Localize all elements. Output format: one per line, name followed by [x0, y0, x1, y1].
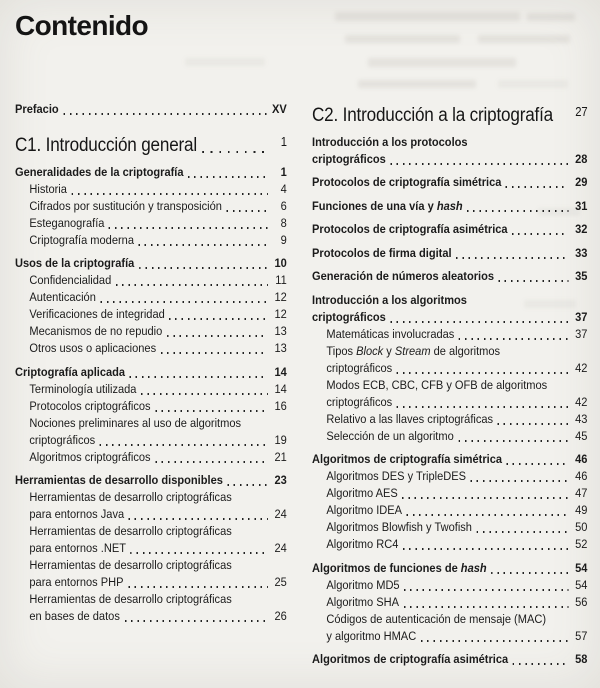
- toc-entry: [15, 574, 287, 591]
- toc-entry: [15, 164, 287, 181]
- dot-leader: [467, 210, 568, 212]
- dot-leader: [407, 514, 569, 516]
- toc-chapter: [15, 131, 287, 157]
- toc-entry: [312, 151, 587, 168]
- toc-entry-page: 54: [575, 560, 588, 575]
- toc-entry-label: Usos de la criptografía: [15, 256, 135, 270]
- toc-entry: [312, 611, 587, 628]
- toc-entry-page: 6: [280, 198, 287, 213]
- dot-leader: [498, 423, 569, 425]
- toc-lvl0: [15, 101, 287, 118]
- toc-entry-label: Criptografía moderna: [29, 232, 134, 247]
- toc-entry-page: 45: [575, 428, 588, 443]
- toc-entry: [312, 577, 587, 594]
- toc-entry-label: Funciones de una vía y hash: [312, 198, 463, 213]
- dot-leader: [390, 163, 568, 165]
- toc-entry-label: Generalidades de la criptografía: [15, 164, 184, 179]
- toc-entry-label: Tipos Block y Stream de algoritmos: [326, 343, 501, 358]
- dot-leader: [141, 393, 268, 395]
- toc-entry: [15, 340, 287, 357]
- toc-entry: [312, 198, 587, 215]
- toc-entry-label: Nociones preliminares al uso de algoritmos: [29, 415, 242, 430]
- dot-leader: [167, 335, 268, 337]
- toc-entry-label: criptográficos: [29, 432, 96, 447]
- toc-chapter: [312, 101, 587, 127]
- toc-entry-page: 4: [280, 181, 287, 196]
- toc-entry: [15, 215, 287, 232]
- toc-entry-label: para entornos Java: [29, 507, 125, 521]
- toc-entry: [312, 174, 587, 191]
- toc-entry-page: 50: [575, 520, 588, 534]
- dot-leader: [459, 338, 569, 340]
- toc-entry: [15, 232, 287, 249]
- toc-entry-page: 1: [280, 135, 287, 149]
- toc-entry-page: 56: [575, 594, 588, 609]
- toc-entry-page: 25: [274, 575, 287, 589]
- toc-entry-page: 46: [575, 469, 588, 483]
- toc-entry-page: 19: [274, 432, 287, 447]
- toc-entry-label: criptográficos: [326, 360, 393, 375]
- toc-entry-label: Algoritmos criptográficos: [29, 449, 151, 464]
- toc-entry: [312, 268, 587, 285]
- dot-leader: [507, 463, 569, 465]
- dot-leader: [397, 372, 569, 374]
- toc-column-right: [312, 101, 587, 668]
- toc-entry-page: 26: [274, 609, 287, 623]
- toc-entry-page: 10: [274, 256, 287, 270]
- toc-entry-page: 29: [575, 175, 588, 189]
- toc-entry-label: Mecanismos de no repudio: [29, 324, 163, 338]
- toc-entry-label: criptográficos: [326, 394, 393, 409]
- dot-leader: [390, 321, 568, 323]
- dot-leader: [456, 257, 568, 259]
- dot-leader: [71, 193, 267, 195]
- toc-entry-page: 27: [575, 105, 588, 119]
- toc-entry-page: 11: [275, 273, 287, 287]
- toc-entry-page: 33: [575, 245, 588, 260]
- toc-entry-page: 54: [575, 577, 588, 592]
- toc-entry-page: 49: [575, 503, 588, 517]
- toc-entry-label: Modos ECB, CBC, CFB y OFB de algoritmos: [326, 377, 548, 392]
- toc-entry: [15, 523, 287, 540]
- toc-entry: [312, 309, 587, 326]
- bleed-through-artifact: [358, 80, 476, 88]
- dot-leader: [513, 663, 569, 665]
- toc-entry-label: Algoritmo IDEA: [326, 503, 403, 517]
- page-title: Contenido: [15, 10, 149, 41]
- toc-entry-label: Confidencialidad: [29, 273, 112, 287]
- toc-entry-label: y algoritmo HMAC: [326, 628, 417, 643]
- dot-leader: [499, 280, 569, 282]
- toc-entry: [15, 540, 287, 557]
- toc-entry-page: 43: [575, 411, 588, 426]
- toc-entry: [15, 381, 287, 398]
- toc-entry-label: Historia: [29, 181, 67, 196]
- toc-entry: [312, 343, 587, 360]
- toc-entry: [312, 628, 587, 645]
- toc-entry-page: 24: [274, 507, 287, 521]
- toc-entry-page: 13: [274, 341, 287, 355]
- dot-leader: [169, 318, 268, 320]
- toc-entry: [312, 245, 587, 262]
- toc-entry-label: en bases de datos: [29, 609, 120, 623]
- toc-entry: [312, 451, 587, 468]
- bleed-through-artifact: [527, 13, 575, 21]
- toc-entry: [312, 428, 587, 445]
- dot-leader: [155, 461, 268, 463]
- toc-entry: [312, 468, 587, 485]
- toc-entry-page: 16: [274, 398, 287, 413]
- toc-entry: [312, 502, 587, 519]
- toc-entry-label: Relativo a las llaves criptográficas: [326, 411, 494, 426]
- toc-entry-label: para entornos .NET: [29, 541, 126, 555]
- toc-entry: [15, 506, 287, 523]
- toc-entry-label: Códigos de autenticación de mensaje (MAC): [326, 611, 547, 626]
- toc-entry-page: 37: [575, 309, 588, 324]
- bleed-through-artifact: [185, 58, 265, 66]
- dot-leader: [403, 606, 568, 608]
- toc-entry-page: 21: [274, 449, 287, 464]
- toc-entry-label: C1. Introducción general: [15, 135, 197, 156]
- dot-leader: [130, 552, 267, 554]
- toc-entry-label: Introducción a los protocolos: [312, 134, 468, 149]
- toc-entry: [15, 198, 287, 215]
- toc-entry-label: Autenticación: [29, 290, 96, 304]
- toc-entry: [312, 292, 587, 309]
- toc-entry-label: Herramientas de desarrollo criptográficas: [29, 490, 232, 504]
- toc-entry-page: 42: [575, 360, 588, 375]
- toc-entry-label: Matemáticas involucradas: [326, 326, 455, 341]
- toc-entry: [15, 489, 287, 506]
- toc-entry: [15, 432, 287, 449]
- dot-leader: [226, 210, 267, 212]
- toc-entry: [15, 364, 287, 381]
- toc-entry-label: Selección de un algoritmo: [326, 428, 454, 443]
- toc-entry: [312, 594, 587, 611]
- toc-entry-label: Protocolos de criptografía simétrica: [312, 175, 502, 189]
- toc-entry: [312, 651, 587, 668]
- toc-entry-label: Herramientas de desarrollo criptográficas: [29, 592, 232, 606]
- toc-entry-label: Algoritmo MD5: [326, 577, 400, 592]
- toc-entry: [15, 306, 287, 323]
- toc-entry: [312, 326, 587, 343]
- dot-leader: [476, 531, 568, 533]
- toc-entry-label: Protocolos de firma digital: [312, 245, 452, 260]
- toc-entry-label: Algoritmos DES y TripleDES: [326, 469, 467, 483]
- dot-leader: [124, 620, 268, 622]
- toc-entry: [15, 181, 287, 198]
- toc-entry-page: 8: [280, 215, 287, 230]
- toc-entry-page: 31: [575, 198, 588, 213]
- toc-entry-label: Cifrados por sustitución y transposición: [29, 198, 222, 213]
- toc-entry: [15, 591, 287, 608]
- dot-leader: [155, 410, 268, 412]
- bleed-through-artifact: [498, 80, 568, 88]
- toc-entry-label: Algoritmo AES: [326, 486, 398, 500]
- toc-entry: [15, 557, 287, 574]
- toc-column-left: [15, 101, 287, 625]
- dot-leader: [100, 444, 268, 446]
- dot-leader: [202, 151, 267, 153]
- toc-entry-page: 28: [575, 151, 588, 166]
- toc-entry-page: 24: [274, 541, 287, 555]
- toc-entry-label: Herramientas de desarrollo disponibles: [15, 473, 223, 487]
- dot-leader: [402, 497, 568, 499]
- toc-entry: [15, 323, 287, 340]
- dot-leader: [130, 376, 268, 378]
- toc-entry: [312, 560, 587, 577]
- dot-leader: [116, 284, 268, 286]
- toc-entry-page: 14: [274, 364, 287, 379]
- toc-entry-label: Otros usos o aplicaciones: [29, 341, 157, 355]
- dot-leader: [129, 518, 268, 520]
- toc-entry-label: Prefacio: [15, 102, 59, 116]
- toc-entry-page: XV: [272, 102, 287, 116]
- toc-entry-page: 57: [575, 628, 588, 643]
- toc-entry-page: 52: [575, 537, 588, 551]
- toc-entry-page: 58: [575, 652, 588, 666]
- toc-entry-page: 14: [274, 381, 287, 396]
- toc-entry-page: 12: [274, 307, 287, 321]
- toc-entry-label: Algoritmos de funciones de hash: [312, 560, 487, 575]
- toc-entry: [312, 134, 587, 151]
- toc-entry-label: Algoritmos Blowfish y Twofish: [326, 520, 472, 534]
- dot-leader: [491, 572, 568, 574]
- bleed-through-artifact: [368, 58, 516, 67]
- dot-leader: [63, 113, 268, 115]
- dot-leader: [471, 480, 569, 482]
- toc-entry-page: 13: [274, 324, 287, 338]
- dot-leader: [404, 589, 568, 591]
- dot-leader: [100, 301, 268, 303]
- toc-entry: [312, 536, 587, 553]
- toc-entry: [15, 415, 287, 432]
- toc-entry-label: Introducción a los algoritmos: [312, 292, 467, 307]
- toc-entry-page: 32: [575, 222, 588, 236]
- toc-entry-label: Algoritmos de criptografía simétrica: [312, 452, 503, 466]
- dot-leader: [421, 640, 569, 642]
- toc-entry: [15, 608, 287, 625]
- toc-entry-page: 1: [280, 164, 287, 179]
- dot-leader: [506, 186, 569, 188]
- toc-entry: [312, 411, 587, 428]
- toc-entry-page: 46: [575, 452, 588, 466]
- toc-entry-page: 35: [575, 269, 588, 283]
- toc-entry-label: Verificaciones de integridad: [29, 307, 165, 321]
- bleed-through-artifact: [478, 35, 570, 43]
- toc-entry: [312, 360, 587, 377]
- toc-entry-page: 9: [280, 232, 287, 247]
- dot-leader: [138, 244, 267, 246]
- toc-entry: [15, 272, 287, 289]
- toc-entry-label: Herramientas de desarrollo criptográficas: [29, 558, 232, 572]
- toc-entry-label: Generación de números aleatorios: [312, 269, 495, 283]
- dot-leader: [558, 121, 567, 123]
- toc-entry: [312, 485, 587, 502]
- toc-entry-label: Protocolos criptográficos: [29, 398, 151, 413]
- toc-entry-page: 12: [274, 290, 287, 304]
- toc-entry-label: Algoritmos de criptografía asimétrica: [312, 652, 509, 666]
- toc-entry-label: Herramientas de desarrollo criptográficas: [29, 524, 232, 538]
- bleed-through-artifact: [345, 35, 460, 43]
- toc-entry: [15, 449, 287, 466]
- dot-leader: [403, 548, 569, 550]
- dot-leader: [188, 176, 268, 178]
- toc-entry: [15, 472, 287, 489]
- toc-entry-page: 42: [575, 394, 588, 409]
- toc-entry: [15, 289, 287, 306]
- toc-entry: [312, 519, 587, 536]
- toc-entry: [312, 394, 587, 411]
- toc-entry-page: 47: [575, 486, 588, 500]
- toc-entry-page: 23: [274, 473, 287, 487]
- dot-leader: [227, 484, 268, 486]
- toc-entry-label: criptográficos: [312, 309, 386, 324]
- bleed-through-artifact: [335, 12, 520, 21]
- toc-entry: [15, 398, 287, 415]
- toc-entry-label: Esteganografía: [29, 215, 105, 230]
- toc-entry-page: 37: [575, 326, 588, 341]
- toc-entry-label: Terminología utilizada: [29, 381, 137, 396]
- dot-leader: [109, 227, 268, 229]
- toc-entry-label: para entornos PHP: [29, 575, 124, 589]
- toc-entry: [312, 221, 587, 238]
- toc-entry-label: C2. Introducción a la criptografía: [312, 105, 554, 126]
- dot-leader: [161, 352, 268, 354]
- dot-leader: [139, 267, 268, 269]
- toc-entry-label: Algoritmo SHA: [326, 594, 399, 609]
- dot-leader: [512, 233, 568, 235]
- toc-entry-label: Algoritmo RC4: [326, 537, 399, 551]
- dot-leader: [128, 586, 268, 588]
- toc-entry: [312, 377, 587, 394]
- toc-entry-label: criptográficos: [312, 151, 386, 166]
- toc-entry-label: Criptografía aplicada: [15, 364, 126, 379]
- toc-entry-label: Protocolos de criptografía asimétrica: [312, 222, 508, 236]
- dot-leader: [458, 440, 568, 442]
- toc-entry: [15, 255, 287, 272]
- dot-leader: [397, 406, 569, 408]
